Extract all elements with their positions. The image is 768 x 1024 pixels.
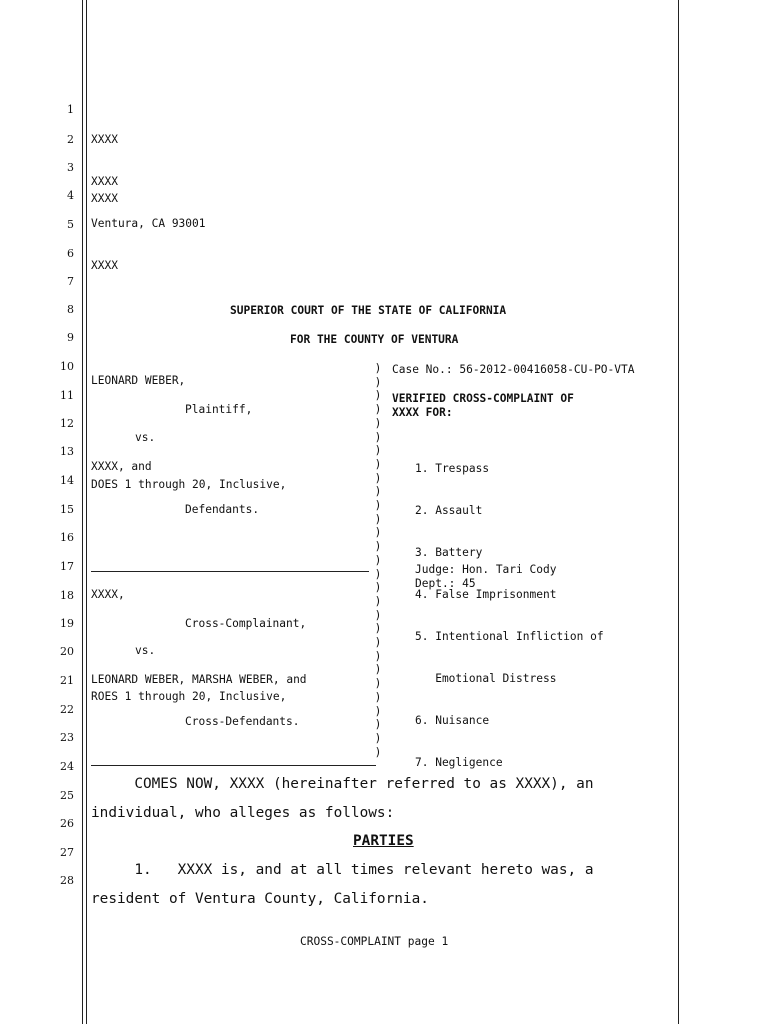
left-margin-rule-inner [86,0,87,1024]
line-number: 20 [60,645,74,658]
attorney-for: XXXX [91,192,118,205]
attorney-line: XXXX [91,259,118,272]
attorney-line: Ventura, CA 93001 [91,217,206,230]
cross-defendant-line: ROES 1 through 20, Inclusive, [91,690,287,703]
case-number: Case No.: 56-2012-00416058-CU-PO-VTA [392,363,635,376]
caption-paren: ) [374,512,382,526]
line-number: 10 [60,360,74,373]
caption-paren: ) [374,444,382,458]
line-number: 24 [60,760,74,773]
plaintiff-role: Plaintiff, [185,403,253,416]
cause-item: 6. Nuisance [415,714,490,727]
line-number: 9 [67,331,74,344]
versus-label: vs. [135,644,156,657]
caption-paren: ) [374,471,382,485]
line-number: 1 [67,103,74,116]
caption-paren: ) [374,485,382,499]
line-number: 7 [67,275,74,288]
line-number: 13 [60,445,74,458]
judge-name: Judge: Hon. Tari Cody [415,563,557,576]
line-number: 18 [60,589,74,602]
section-heading: PARTIES [353,833,414,849]
cause-item: 4. False Imprisonment [415,588,557,601]
causes-of-action [415,434,604,784]
caption-paren: ) [374,608,382,622]
line-number: 3 [67,161,74,174]
cause-item: 1. Trespass [415,462,490,475]
line-number: 16 [60,531,74,544]
plaintiff-name: LEONARD WEBER, [91,374,186,387]
line-number: 12 [60,417,74,430]
line-number: 28 [60,874,74,887]
caption-paren: ) [374,389,382,403]
caption-paren: ) [374,731,382,745]
caption-paren: ) [374,690,382,704]
caption-paren: ) [374,649,382,663]
line-number: 11 [60,389,74,402]
line-number: 4 [67,189,74,202]
caption-paren: ) [374,403,382,417]
intro-line: individual, who alleges as follows: [91,805,395,821]
attorney-line: XXXX [91,175,118,188]
caption-paren: ) [374,430,382,444]
caption-divider [91,571,369,572]
caption-paren: ) [374,677,382,691]
versus-label: vs. [135,431,156,444]
cause-item: Emotional Distress [415,672,557,685]
line-number: 19 [60,617,74,630]
left-margin-rule-outer [82,0,83,1024]
cause-item: 5. Intentional Infliction of [415,630,604,643]
caption-paren: ) [374,745,382,759]
intro-line: COMES NOW, XXXX (hereinafter referred to as XXXX), an [91,776,594,792]
line-number: 17 [60,560,74,573]
caption-bottom-divider [91,765,376,766]
caption-paren: ) [374,622,382,636]
caption-paren: ) [374,457,382,471]
caption-paren: ) [374,553,382,567]
line-number: 14 [60,474,74,487]
defendant-line: DOES 1 through 20, Inclusive, [91,478,287,491]
paragraph-line: resident of Ventura County, California. [91,891,429,907]
cross-defendant-line: LEONARD WEBER, MARSHA WEBER, and [91,673,307,686]
line-number: 15 [60,503,74,516]
caption-paren: ) [374,499,382,512]
line-number: 26 [60,817,74,830]
department: Dept.: 45 [415,577,476,590]
caption-paren: ) [374,718,382,732]
defendant-line: XXXX, and [91,460,152,473]
cross-complainant-name: XXXX, [91,588,125,601]
line-number: 27 [60,846,74,859]
right-margin-rule [678,0,679,1024]
caption-paren: ) [374,581,382,595]
line-number: 22 [60,703,74,716]
cross-defendant-role: Cross-Defendants. [185,715,300,728]
caption-paren: ) [374,704,382,718]
cause-item: 7. Negligence [415,756,503,769]
line-number: 5 [67,218,74,231]
caption-paren: ) [374,375,382,389]
caption-paren: ) [374,416,382,430]
line-number: 25 [60,789,74,802]
line-number: 23 [60,731,74,744]
caption-paren: ) [374,594,382,608]
line-number: 21 [60,674,74,687]
document-title: VERIFIED CROSS-COMPLAINT OF [392,392,574,405]
cause-item: 3. Battery [415,546,483,559]
court-title: SUPERIOR COURT OF THE STATE OF CALIFORNIA [230,304,507,317]
attorney-line: XXXX [91,133,118,146]
caption-paren: ) [374,540,382,554]
cause-item: 2. Assault [415,504,483,517]
line-number: 8 [67,303,74,316]
paragraph-line: 1. XXXX is, and at all times relevant hereto was, a [91,862,594,878]
line-number: 6 [67,247,74,260]
defendant-role: Defendants. [185,503,260,516]
caption-paren: ) [374,567,382,581]
caption-paren: ) [374,362,382,375]
cross-complainant-role: Cross-Complainant, [185,617,307,630]
caption-paren: ) [374,636,382,649]
caption-paren: ) [374,663,382,677]
court-county: FOR THE COUNTY OF VENTURA [290,333,459,346]
line-number: 2 [67,133,74,146]
page-footer: CROSS-COMPLAINT page 1 [300,935,449,948]
document-title: XXXX FOR: [392,406,453,419]
caption-paren: ) [374,526,382,540]
